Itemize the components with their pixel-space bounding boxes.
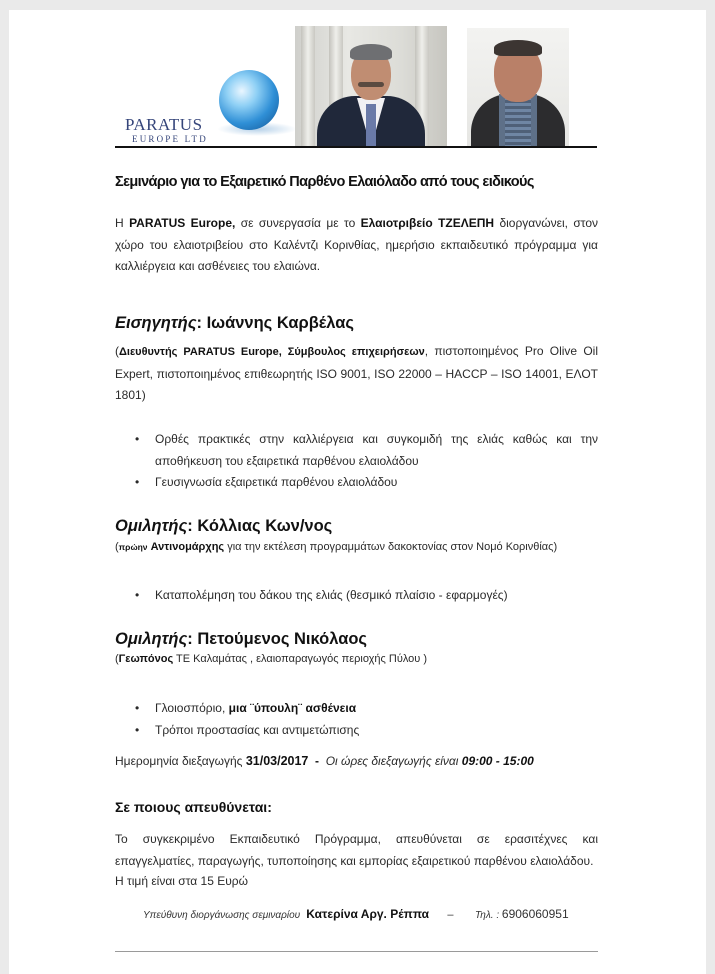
audience-text: Το συγκεκριμένο Εκπαιδευτικό Πρόγραμμα, απευθύνεται σε ερασιτέχνες και επαγγελματίες, παραγωγής, τυποποίησης και εμπορίας εξαιρετικού παρθένου ελαιολάδου. <box>115 832 598 868</box>
speaker-1-heading: Εισηγητής: Ιωάννης Καρβέλας <box>115 314 354 332</box>
logo-wordmark: PARATUS <box>125 115 203 134</box>
audience-heading: Σε ποιους απευθύνεται: <box>115 799 272 815</box>
speaker-3-heading: Ομιλητής: Πετούμενος Νικόλαος <box>115 630 368 648</box>
organizer-contact: Υπεύθυνη διοργάνωσης σεμιναρίου Κατερίνα Αργ. Ρέππα – Τηλ. : 6906060951 <box>143 907 569 921</box>
org-name: PARATUS Europe, <box>129 216 236 230</box>
speaker-1-description: (Διευθυντής PARATUS Europe, Σύμβουλος επιχειρήσεων, πιστοποιημένος Pro Olive Oil Expert, πιστοποιημένος επιθεωρητής ISO 9001, ISO 22000 – HACCP – ISO 14001, ΕΛΟΤ 1801) <box>115 344 598 402</box>
organizer-phone: 6906060951 <box>501 907 569 921</box>
price-text: Η τιμή είναι στα 15 Ευρώ <box>115 874 248 888</box>
speaker-photo-2 <box>467 28 569 147</box>
logo-subtitle: EUROPE LTD <box>132 134 208 144</box>
speaker-3-topic-1: • Γλοιοσπόριο, μια ¨ύπουλη¨ ασθένεια <box>135 701 357 715</box>
speaker-2-topic-1: • Καταπολέμηση του δάκου της ελιάς (θεσμικό πλαίσιο - εφαρμογές) <box>135 588 508 602</box>
footer-divider <box>115 951 598 952</box>
organizer-name: Κατερίνα Αργ. Ρέππα <box>306 907 430 921</box>
page-title: Σεμινάριο για το Εξαιρετικό Παρθένο Ελαιόλαδο από τους ειδικούς <box>115 174 534 190</box>
event-date-line: Ημερομηνία διεξαγωγής 31/03/2017 - Οι ώρες διεξαγωγής είναι 09:00 - 15:00 <box>115 754 534 768</box>
speaker-2-description: (πρώην Αντινομάρχης για την εκτέλεση προγραμμάτων δακοκτονίας στον Νομό Κορινθίας) <box>115 541 558 553</box>
speaker-1-topic-2: • Γευσιγνωσία εξαιρετικά παρθένου ελαιολάδου <box>135 475 398 489</box>
event-date: 31/03/2017 <box>245 754 309 768</box>
event-hours: 09:00 - 15:00 <box>461 754 534 768</box>
speaker-photo-1 <box>295 26 447 147</box>
paratus-logo <box>125 68 297 148</box>
speaker-3-topic-2: • Τρόποι προστασίας και αντιμετώπισης <box>135 723 360 737</box>
header-divider <box>115 146 597 148</box>
partner-name: Ελαιοτριβείο ΤΖΕΛΕΠΗ <box>360 216 495 230</box>
globe-icon <box>219 70 279 130</box>
speaker-2-heading: Ομιλητής: Κόλλιας Κων/νος <box>115 517 333 535</box>
speaker-3-description: (Γεωπόνος ΤΕ Καλαμάτας , ελαιοπαραγωγός περιοχής Πύλου ) <box>115 653 428 665</box>
document-page <box>9 10 706 974</box>
intro-paragraph: Η PARATUS Europe, σε συνεργασία με το Ελαιοτριβείο ΤΖΕΛΕΠΗ διοργανώνει, στον χώρο του ελαιοτριβείου στο Καλέντζι Κορινθίας, ημερήσιο εκπαιδευτικό πρόγραμμα για καλλιέργεια και ασθένειες του ελαιώνα. <box>115 216 599 273</box>
speaker-1-topic-1: • Ορθές πρακτικές στην καλλιέργεια και συγκομιδή της ελιάς καθώς και την αποθήκευση του εξαιρετικά παρθένου ελαιολάδου <box>135 432 598 468</box>
